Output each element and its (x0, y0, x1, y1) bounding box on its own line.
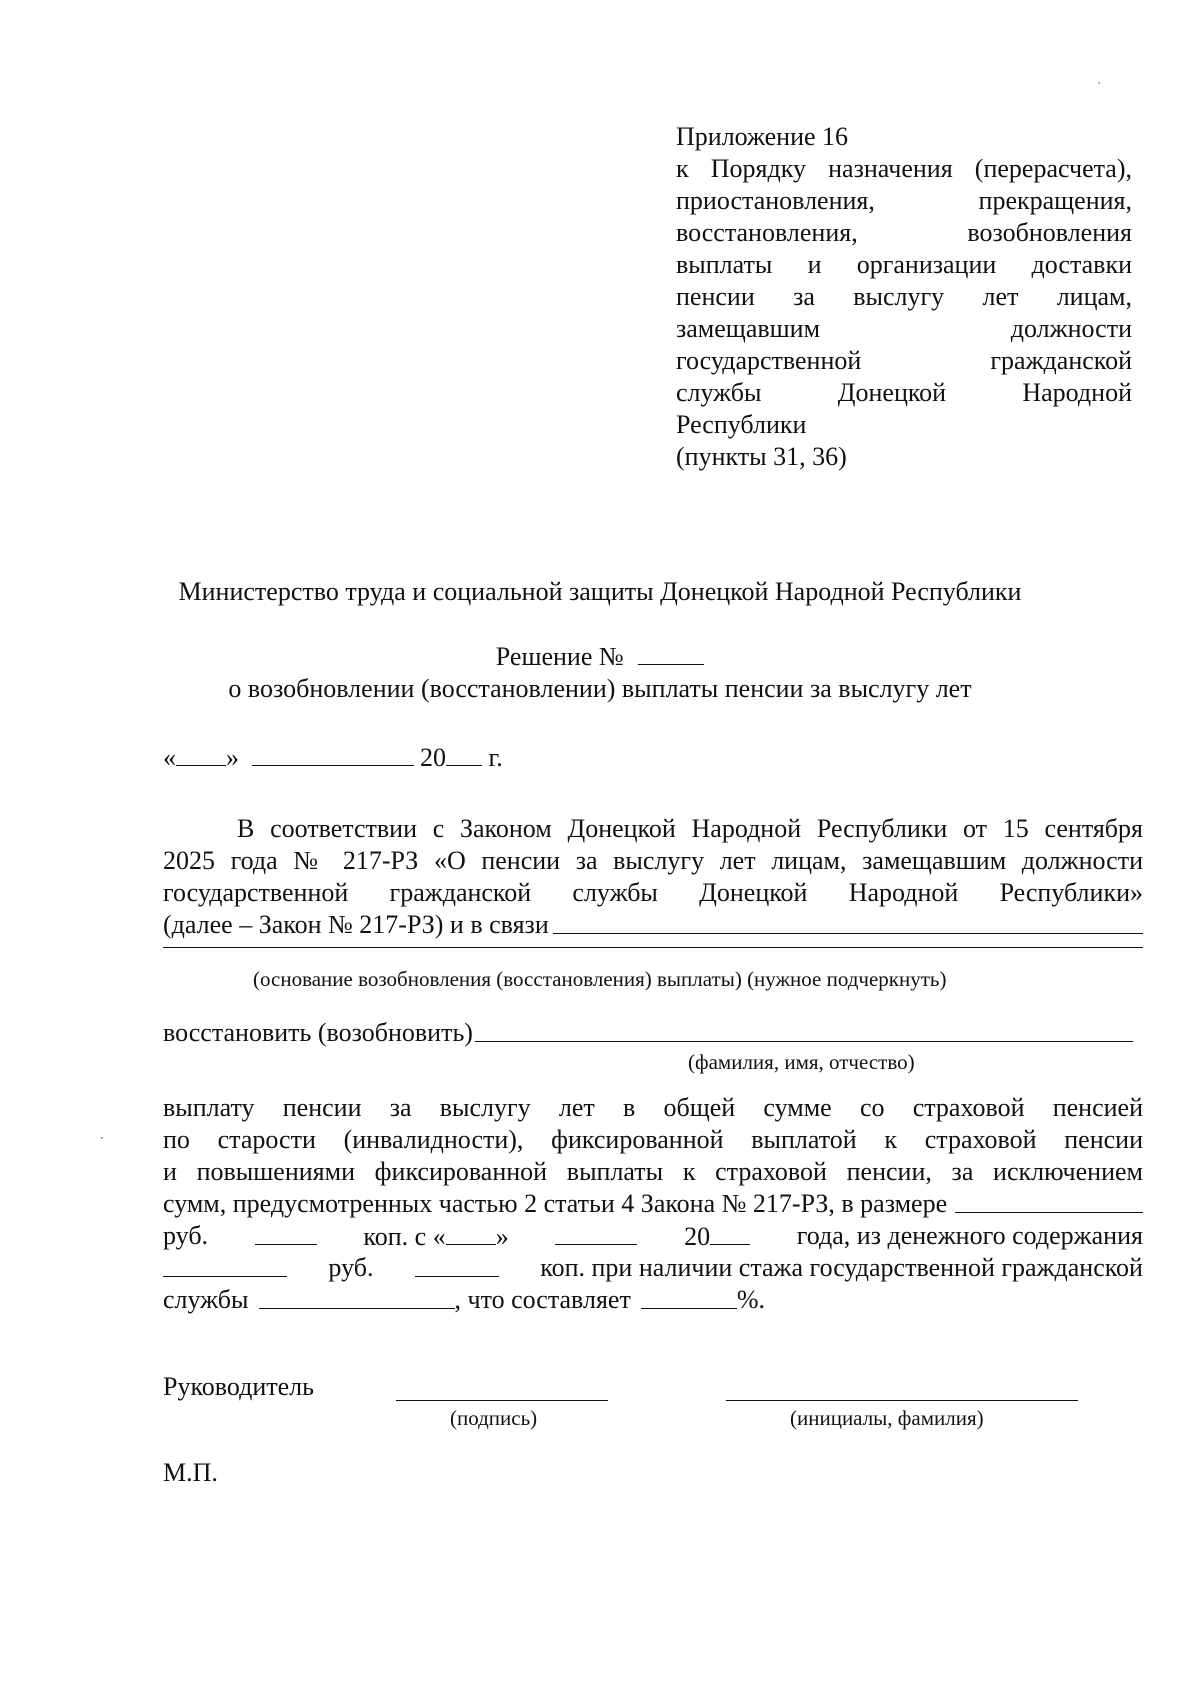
appendix-line: восстановления, возобновления (676, 218, 1132, 247)
paragraph-line-text: (далее – Закон № 217-РЗ) и в связи (163, 910, 549, 939)
paragraph-line (163, 1252, 1143, 1284)
stamp-place: М.П. (163, 1458, 218, 1487)
decision-number-field[interactable] (638, 640, 704, 665)
signature-field[interactable] (396, 1376, 608, 1401)
full-name-field[interactable] (475, 1017, 1133, 1042)
signature-caption: (подпись) (450, 1406, 538, 1430)
start-year-prefix: 20 (684, 1222, 711, 1251)
appendix-block (676, 121, 1132, 473)
amount-rub-field[interactable] (955, 1188, 1143, 1213)
appendix-line: пенсии за выслугу лет лицам, (676, 282, 1132, 311)
appendix-line: приостановления, прекращения, (676, 186, 1132, 215)
kop-from-label: коп. с « (363, 1222, 446, 1251)
start-year-field[interactable] (710, 1220, 750, 1245)
amount-kop-field[interactable] (255, 1220, 317, 1245)
initials-surname-field[interactable] (726, 1376, 1078, 1401)
paragraph-payment (163, 1092, 1143, 1316)
decision-subtitle: о возобновлении (восстановлении) выплаты пенсии за выслугу лет (228, 674, 972, 703)
date-month-field[interactable] (252, 741, 414, 766)
appendix-line: выплаты и организации доставки (676, 250, 1132, 279)
paragraph-line: по старости (инвалидности), фиксированной выплатой к страховой пенсии (163, 1125, 1143, 1154)
start-year-group (684, 1220, 750, 1252)
salary-kop-field[interactable] (415, 1252, 499, 1277)
restore-line (163, 1017, 1143, 1049)
paragraph-line: 2025 года № 217-РЗ «О пенсии за выслугу лет лицам, замещавшим должности (163, 846, 1143, 875)
service-length-field[interactable] (259, 1284, 455, 1309)
paragraph-law-reference (163, 813, 1143, 941)
head-label: Руководитель (163, 1372, 314, 1401)
date-year-prefix: 20 (420, 743, 446, 772)
appendix-line: государственной гражданской (676, 346, 1132, 375)
date-year-field[interactable] (446, 741, 482, 766)
salary-rub-field[interactable] (163, 1252, 287, 1277)
appendix-line: к Порядку назначения (перерасчета), (676, 154, 1132, 183)
paragraph-line-text: сумм, предусмотренных частью 2 статьи 4 Закона № 217-РЗ, в размере (163, 1189, 948, 1218)
service-record-label: коп. при наличии стажа государственной гражданской (540, 1253, 1143, 1282)
appendix-line: замещавшим должности (676, 314, 1132, 343)
start-date-group (363, 1220, 508, 1252)
decision-title-text: Решение № (495, 642, 624, 671)
salary-label: года, из денежного содержания (796, 1221, 1143, 1250)
salary-rub-label: руб. (328, 1253, 374, 1282)
paragraph-line (163, 909, 1143, 941)
appendix-line: Республики (676, 410, 807, 439)
restore-label: восстановить (возобновить) (163, 1018, 473, 1047)
start-day-field[interactable] (446, 1220, 496, 1245)
date-line (163, 741, 503, 774)
date-open-quote: « (163, 743, 176, 772)
appendix-line: службы Донецкой Народной (676, 378, 1132, 407)
date-day-field[interactable] (176, 741, 226, 766)
percent-label: %. (736, 1285, 765, 1314)
date-year-suffix: г. (488, 743, 503, 772)
paragraph-line (163, 1284, 1143, 1316)
date-close-quote: » (226, 743, 239, 772)
paragraph-line: выплату пенсии за выслугу лет в общей сумме со страховой пенсией (163, 1093, 1143, 1122)
paragraph-line (163, 1188, 1143, 1220)
basis-field-2[interactable] (163, 947, 1143, 948)
appendix-title: Приложение 16 (676, 122, 849, 151)
paragraph-line: и повышениями фиксированной выплаты к страховой пенсии, за исключением (163, 1157, 1143, 1186)
scan-speck (1098, 82, 1100, 84)
scan-speck (101, 1137, 103, 1139)
decision-title (0, 640, 1200, 673)
ministry-heading: Министерство труда и социальной защиты Донецкой Народной Республики (178, 577, 1022, 606)
service-label: службы (163, 1285, 249, 1314)
percent-field[interactable] (641, 1284, 737, 1309)
paragraph-line: В соответствии с Законом Донецкой Народной Республики от 15 сентября (237, 814, 1143, 843)
initials-caption: (инициалы, фамилия) (790, 1406, 984, 1430)
rub-label: руб. (163, 1221, 209, 1250)
basis-caption: (основание возобновления (восстановления) выплаты) (нужное подчеркнуть) (253, 967, 947, 991)
paragraph-line: государственной гражданской службы Донецкой Народной Республики» (163, 878, 1143, 907)
full-name-caption: (фамилия, имя, отчество) (688, 1050, 915, 1074)
appendix-points: (пункты 31, 36) (676, 442, 847, 471)
which-is-label: , что составляет (454, 1285, 631, 1314)
start-month-field[interactable] (555, 1220, 637, 1245)
basis-field-1[interactable] (553, 909, 1143, 934)
paragraph-line (163, 1220, 1143, 1252)
start-close-quote: » (495, 1222, 509, 1251)
